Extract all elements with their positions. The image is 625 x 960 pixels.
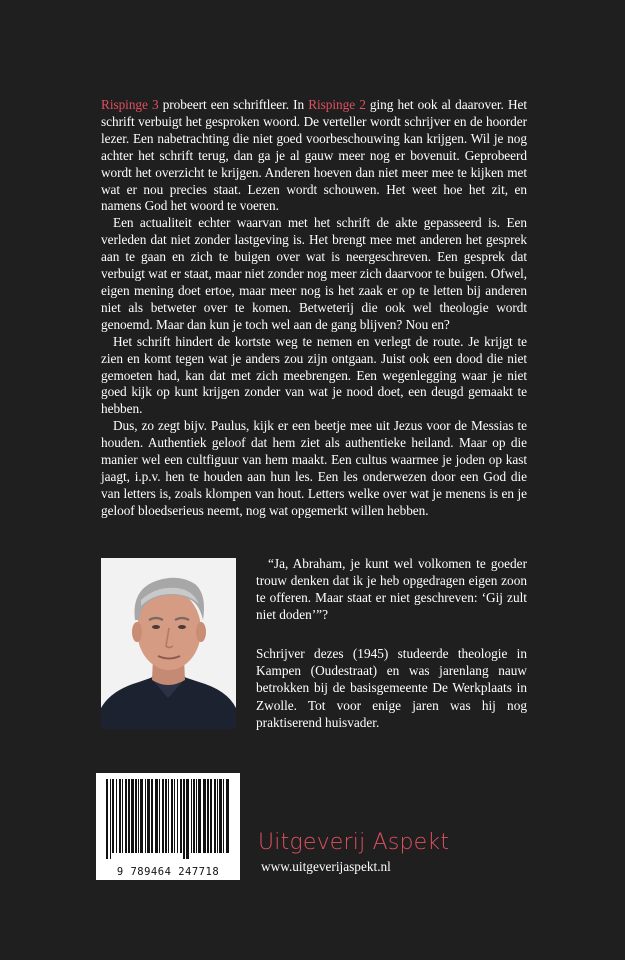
blurb-paragraph-1: Rispinge 3 probeert een schriftleer. In Rispinge 2 ging het ook al daarover. Het schrift verbuigt het gesproken woord. De verteller wordt schrijver en de hoorder lezer. Een nabetrachting die niet goed voorbeschouwing kan krijgen. Wil je nog achter het schrift terug, dan ga je al gauw meer nog er bovenuit. Geprobeerd wordt het overzicht te krijgen. Anderen hoeven dan niet meer mee te kijken met wat er nou precies staat. Lezen wordt schouwen. Het weet hoe het zit, en namens God het woord te voeren. xyxy=(101,97,527,214)
publisher-name: Uitgeverij Aspekt xyxy=(258,830,450,855)
blurb-text xyxy=(101,97,527,520)
author-portrait-icon xyxy=(101,558,236,729)
blurb-paragraph-4: Dus, zo zegt bijv. Paulus, kijk er een beetje mee uit Jezus voor de Messias te houden. Authentiek geloof dat hem ziet als authentieke heiland. Maar op die manier wel een cultfiguur van hem maakt. Een cultus waarmee je joden op kast jaagt, i.p.v. hen te houden aan hun les. Een les onderwezen door een God die van letters is, zoals klompen van hout. Letters welke over wat je menens is en je geloof bloedserieus neemt, nog wat opgemerkt willen hebben. xyxy=(101,418,527,518)
author-bio: Schrijver dezes (1945) studeerde theologie in Kampen (Oudestraat) en was jarenlang nauw betrokken bij de basisgemeente De Werkplaats in Zwolle. Tot voor enige jaren was hij nog praktiserend huisvader. xyxy=(256,646,527,730)
isbn-barcode xyxy=(96,773,240,880)
isbn-number: 9 789464 247718 xyxy=(116,866,220,878)
author-photo xyxy=(101,558,236,729)
blurb-paragraph-2: Een actualiteit echter waarvan met het schrift de akte gepasseerd is. Een verleden dat niet zonder lastgeving is. Het brengt mee met anderen het gesprek aan te gaan en zich te buigen over wat is neergeschreven. Een gesprek dat verbuigt wat er staat, maar niet zonder nog meer zich daarvoor te buigen. Ofwel, eigen mening doet ertoe, maar meer nog is het zaak er op te letten bij anderen niet als betweter over te komen. Betweterij die ook wel theologie wordt genoemd. Maar dan kun je toch wel aan de gang blijven? Nou en? xyxy=(101,215,527,332)
blurb-paragraph-3: Het schrift hindert de kortste weg te nemen en verlegt de route. Je krijgt te zien en komt tegen wat je anders zou zijn ontgaan. Juist ook een dood die niet gemoeten had, kan dat met zich meebrengen. Een wegenlegging waar je niet goed kijk op kunt krijgen zonder van wat je nood doet, een deugd gemaakt te hebben. xyxy=(101,333,527,417)
publisher-website: www.uitgeverijaspekt.nl xyxy=(261,859,391,874)
book-title-rispinge-3: Rispinge 3 xyxy=(101,97,159,112)
book-title-rispinge-2: Rispinge 2 xyxy=(308,97,366,112)
quote-text: “Ja, Abraham, je kunt wel volkomen te goeder trouw denken dat ik je heb opgedragen eigen zoon te offeren. Maar staat er niet geschreven: ‘Gij zult niet doden’”? xyxy=(256,556,527,622)
barcode-icon xyxy=(96,773,240,865)
